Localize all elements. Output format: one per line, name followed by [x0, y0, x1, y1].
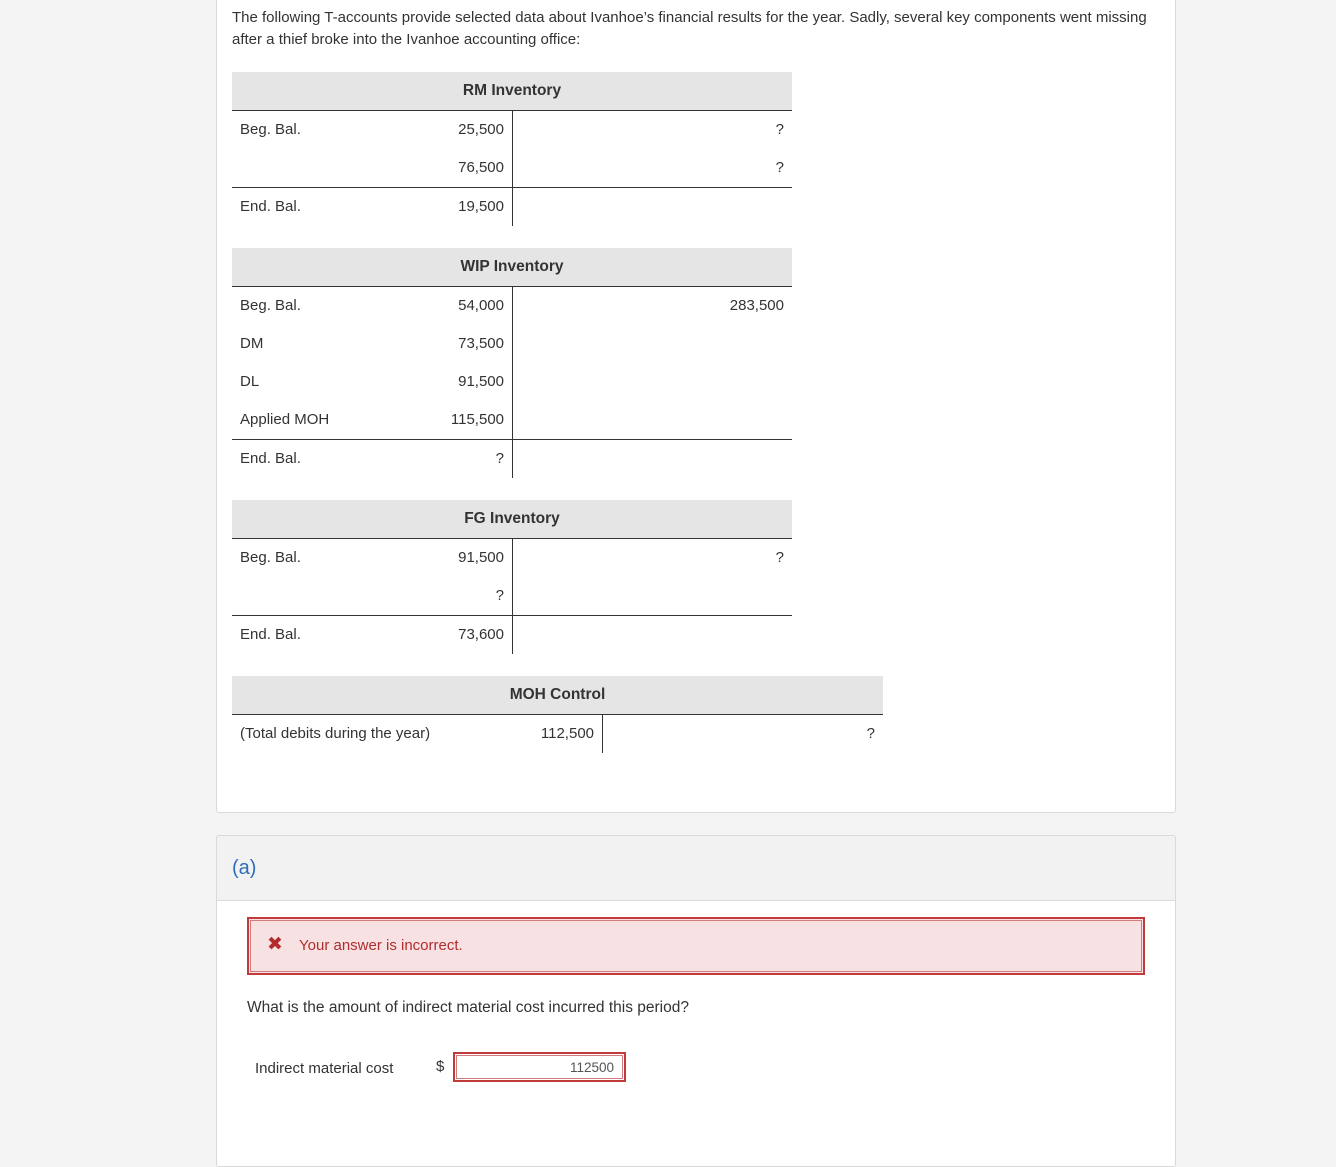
t-account-wip-inventory: [232, 248, 792, 478]
debit-value: 112,500: [540, 725, 594, 742]
t-account-fg-inventory: [232, 500, 792, 654]
t-account-title: RM Inventory: [232, 72, 792, 111]
answer-value: 112500: [569, 1059, 614, 1075]
credit-value: ?: [866, 725, 875, 742]
t-account-row: [232, 401, 792, 439]
feedback-text: Your answer is incorrect.: [299, 937, 463, 954]
row-label: DL: [240, 373, 260, 390]
t-account-title: WIP Inventory: [232, 248, 792, 287]
row-label: End. Bal.: [240, 626, 301, 643]
row-label: Beg. Bal.: [240, 297, 301, 314]
credit-value: 283,500: [729, 297, 784, 314]
t-account-row: [232, 715, 883, 753]
currency-symbol: $: [436, 1058, 445, 1075]
debit-value: 25,500: [458, 121, 504, 138]
feedback-incorrect-banner: [247, 917, 1145, 975]
debit-value: ?: [495, 587, 504, 604]
row-label: Beg. Bal.: [240, 121, 301, 138]
t-account-end-row: [232, 615, 792, 654]
t-account-row: [232, 111, 792, 149]
credit-value: ?: [775, 121, 784, 138]
credit-value: ?: [775, 549, 784, 566]
debit-value: 54,000: [458, 297, 504, 314]
t-divider: [512, 111, 513, 149]
t-divider: [512, 188, 513, 226]
part-header[interactable]: [217, 836, 1175, 901]
end-balance-value: 19,500: [458, 198, 504, 215]
t-account-row: [232, 149, 792, 187]
t-divider: [602, 715, 603, 753]
t-account-row: [232, 325, 792, 363]
row-label: Applied MOH: [240, 411, 330, 428]
row-label: DM: [240, 335, 264, 352]
t-account-end-row: [232, 439, 792, 478]
error-x-icon: ✖: [267, 934, 283, 955]
question-text: What is the amount of indirect material cost incurred this period?: [247, 999, 689, 1016]
t-account-row: [232, 539, 792, 577]
row-label: End. Bal.: [240, 198, 301, 215]
t-account-row: [232, 577, 792, 615]
part-label: (a): [232, 857, 257, 879]
indirect-material-cost-input[interactable]: [453, 1052, 626, 1082]
end-balance-value: 73,600: [458, 626, 504, 643]
t-divider: [512, 363, 513, 401]
t-divider: [512, 149, 513, 187]
t-account-title: FG Inventory: [232, 500, 792, 539]
debit-value: 91,500: [458, 549, 504, 566]
t-divider: [512, 325, 513, 363]
row-label: End. Bal.: [240, 450, 301, 467]
t-divider: [512, 539, 513, 577]
end-balance-value: ?: [495, 450, 504, 467]
debit-value: 76,500: [458, 159, 504, 176]
t-account-title: MOH Control: [232, 676, 883, 715]
t-divider: [512, 401, 513, 439]
credit-value: ?: [775, 159, 784, 176]
t-divider: [512, 577, 513, 615]
t-divider: [512, 287, 513, 325]
t-account-moh-control: [232, 676, 883, 753]
problem-intro: The following T-accounts provide selected data about Ivanhoe’s financial results for the year. Sadly, several key components went missing after a thief broke into the Ivanhoe accounting office:: [232, 9, 1147, 48]
row-label: (Total debits during the year): [240, 725, 431, 742]
t-divider: [512, 440, 513, 478]
t-divider: [512, 616, 513, 654]
debit-value: 73,500: [458, 335, 504, 352]
t-account-end-row: [232, 187, 792, 226]
debit-value: 115,500: [450, 411, 504, 428]
t-account-row: [232, 287, 792, 325]
answer-label: Indirect material cost: [255, 1060, 394, 1077]
row-label: Beg. Bal.: [240, 549, 301, 566]
t-account-rm-inventory: [232, 72, 792, 226]
debit-value: 91,500: [458, 373, 504, 390]
t-account-row: [232, 363, 792, 401]
